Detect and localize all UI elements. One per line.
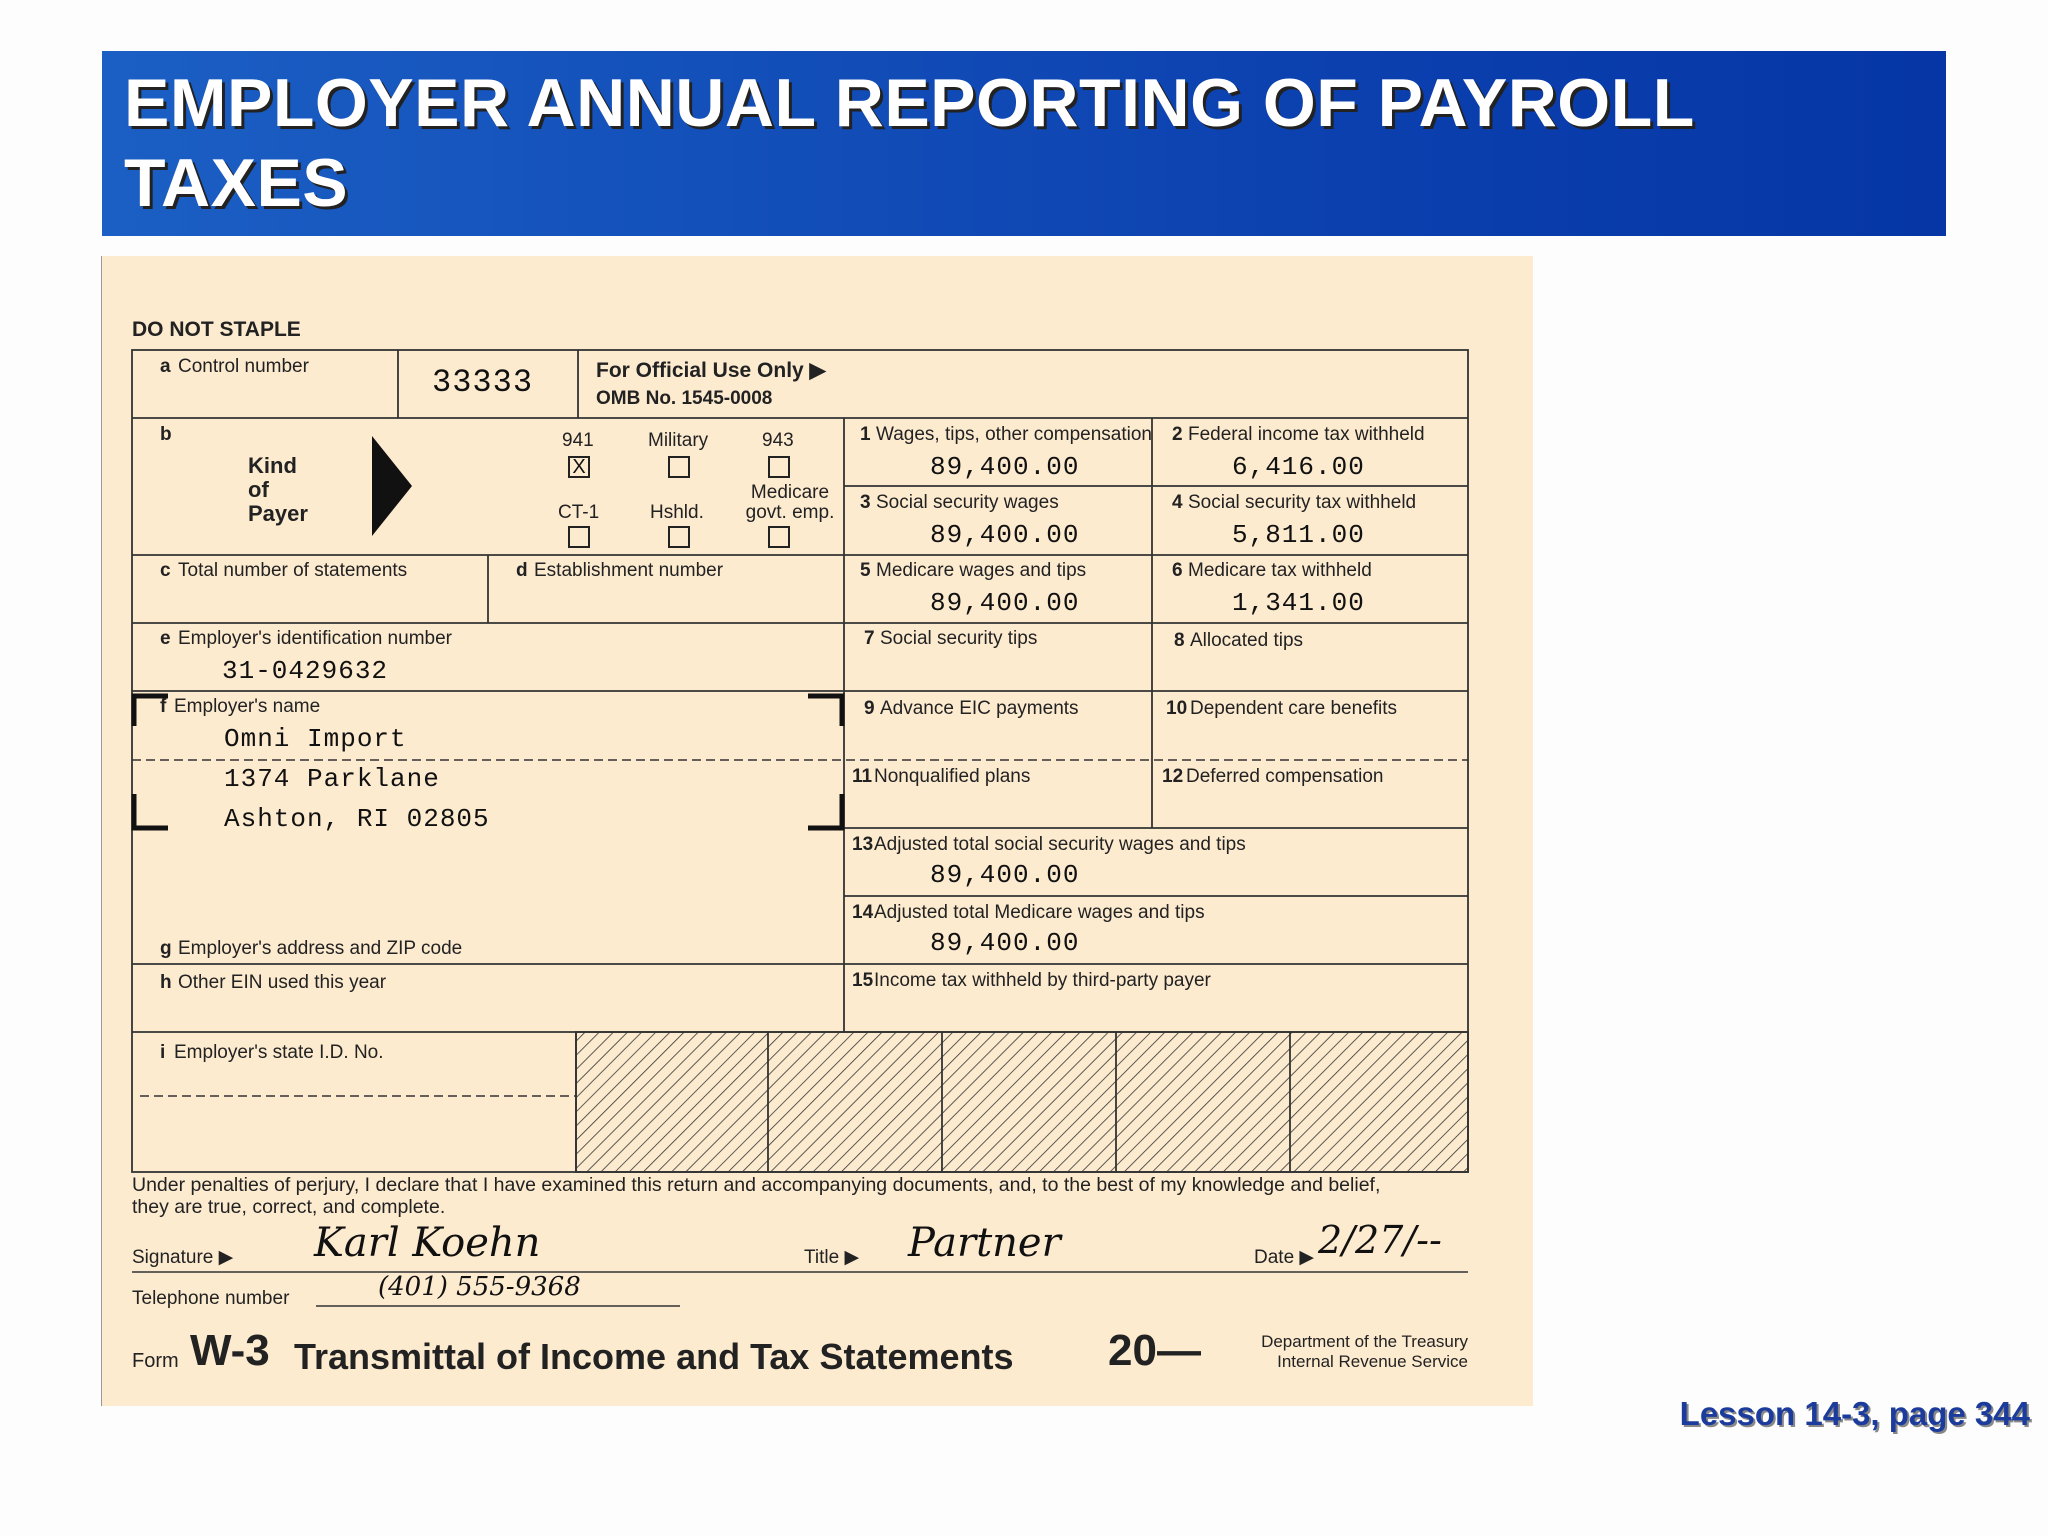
payer-ct1-checkbox[interactable] xyxy=(568,526,590,548)
box13-number: 13 xyxy=(852,834,874,855)
form-year: 20— xyxy=(1108,1326,1201,1375)
box15-number: 15 xyxy=(852,970,874,991)
payer-941-checkbox[interactable]: X xyxy=(568,456,590,478)
box10-label: Dependent care benefits xyxy=(1190,698,1398,719)
kind-of-payer-label: Kind of Payer xyxy=(248,453,308,526)
title-label: Title ▶ xyxy=(804,1247,860,1268)
form-word: Form xyxy=(132,1350,179,1372)
do-not-staple: DO NOT STAPLE xyxy=(132,318,301,341)
employer-name: Omni Import xyxy=(224,724,407,754)
signature-label: Signature ▶ xyxy=(132,1247,234,1268)
box14-number: 14 xyxy=(852,902,874,923)
box4-number: 4 xyxy=(1172,492,1183,513)
title-value: Partner xyxy=(908,1220,1061,1266)
h-label: Other EIN used this year xyxy=(178,972,387,993)
box5-value: 89,400.00 xyxy=(930,588,1080,618)
f-letter: f xyxy=(160,696,167,717)
omb-number: OMB No. 1545-0008 xyxy=(596,388,773,409)
box1-number: 1 xyxy=(860,424,871,445)
box12-label: Deferred compensation xyxy=(1186,766,1384,787)
b-letter: b xyxy=(160,424,172,445)
form-title: Transmittal of Income and Tax Statements xyxy=(294,1336,1014,1377)
i-letter: i xyxy=(160,1042,166,1063)
payer-ct1-label: CT-1 xyxy=(558,502,600,523)
perjury-statement-1: Under penalties of perjury, I declare that I have examined this return and accompanying documents, and, to the best of my knowledge and belief, xyxy=(132,1174,1381,1196)
e-label: Employer's identification number xyxy=(178,628,452,649)
box2-number: 2 xyxy=(1172,424,1183,445)
box7-number: 7 xyxy=(864,628,875,649)
a-letter: a xyxy=(160,356,171,377)
box7-label: Social security tips xyxy=(880,628,1038,649)
date-label: Date ▶ xyxy=(1254,1247,1315,1268)
i-label: Employer's state I.D. No. xyxy=(174,1042,384,1063)
box6-label: Medicare tax withheld xyxy=(1188,560,1372,581)
payer-medicare-label-2: govt. emp. xyxy=(745,502,835,523)
f-label: Employer's name xyxy=(174,696,321,717)
d-label: Establishment number xyxy=(534,560,724,581)
box13-value: 89,400.00 xyxy=(930,860,1080,890)
box3-value: 89,400.00 xyxy=(930,520,1080,550)
payer-943-checkbox[interactable] xyxy=(768,456,790,478)
form-id: W-3 xyxy=(190,1326,270,1375)
payer-hshld-checkbox[interactable] xyxy=(668,526,690,548)
payer-medicare-checkbox[interactable] xyxy=(768,526,790,548)
c-letter: c xyxy=(160,560,171,581)
box8-number: 8 xyxy=(1174,630,1185,651)
control-number: 33333 xyxy=(432,364,534,401)
c-label: Total number of statements xyxy=(178,560,408,581)
payer-military-checkbox[interactable] xyxy=(668,456,690,478)
box4-label: Social security tax withheld xyxy=(1188,492,1417,513)
box8-label: Allocated tips xyxy=(1190,630,1304,651)
box3-number: 3 xyxy=(860,492,871,513)
box9-number: 9 xyxy=(864,698,875,719)
w3-form xyxy=(102,256,1533,1406)
employer-address-1: 1374 Parklane xyxy=(224,764,440,794)
d-letter: d xyxy=(516,560,528,581)
a-label: Control number xyxy=(178,356,309,377)
employer-ein: 31-0429632 xyxy=(222,656,389,686)
e-letter: e xyxy=(160,628,171,649)
box5-number: 5 xyxy=(860,560,871,581)
box14-value: 89,400.00 xyxy=(930,928,1080,958)
phone-label: Telephone number xyxy=(132,1288,290,1309)
g-letter: g xyxy=(160,938,172,959)
box2-value: 6,416.00 xyxy=(1232,452,1365,482)
title-banner xyxy=(102,51,1946,236)
payer-hshld-label: Hshld. xyxy=(650,502,704,523)
box3-label: Social security wages xyxy=(876,492,1059,513)
box1-value: 89,400.00 xyxy=(930,452,1080,482)
box12-number: 12 xyxy=(1162,766,1184,787)
phone-value: (401) 555-9368 xyxy=(378,1272,581,1302)
g-label: Employer's address and ZIP code xyxy=(178,938,463,959)
box14-label: Adjusted total Medicare wages and tips xyxy=(874,902,1205,923)
box5-label: Medicare wages and tips xyxy=(876,560,1087,581)
box10-number: 10 xyxy=(1166,698,1188,719)
dept-irs: Internal Revenue Service xyxy=(1277,1352,1468,1371)
box11-label: Nonqualified plans xyxy=(874,766,1031,787)
employer-address-2: Ashton, RI 02805 xyxy=(224,804,490,834)
payer-941-label: 941 xyxy=(562,430,594,451)
official-use: For Official Use Only ▶ xyxy=(596,359,826,382)
perjury-statement-2: they are true, correct, and complete. xyxy=(132,1196,446,1218)
payer-military-label: Military xyxy=(648,430,709,451)
payer-medicare-label-1: Medicare xyxy=(750,482,830,503)
box15-label: Income tax withheld by third-party payer xyxy=(874,970,1211,991)
h-letter: h xyxy=(160,972,172,993)
box1-label: Wages, tips, other compensation xyxy=(876,424,1152,445)
box9-label: Advance EIC payments xyxy=(880,698,1079,719)
payer-943-label: 943 xyxy=(762,430,794,451)
box6-number: 6 xyxy=(1172,560,1183,581)
box13-label: Adjusted total social security wages and tips xyxy=(874,834,1246,855)
box11-number: 11 xyxy=(852,766,873,787)
box6-value: 1,341.00 xyxy=(1232,588,1365,618)
lesson-reference: Lesson 14-3, page 344 xyxy=(1679,1395,2030,1432)
date-value: 2/27/-- xyxy=(1318,1218,1442,1262)
slide-title: EMPLOYER ANNUAL REPORTING OF PAYROLL TAXES xyxy=(124,65,1694,221)
dept-treasury: Department of the Treasury xyxy=(1261,1332,1468,1351)
box4-value: 5,811.00 xyxy=(1232,520,1365,550)
box2-label: Federal income tax withheld xyxy=(1188,424,1425,445)
signature-value: Karl Koehn xyxy=(314,1220,541,1266)
